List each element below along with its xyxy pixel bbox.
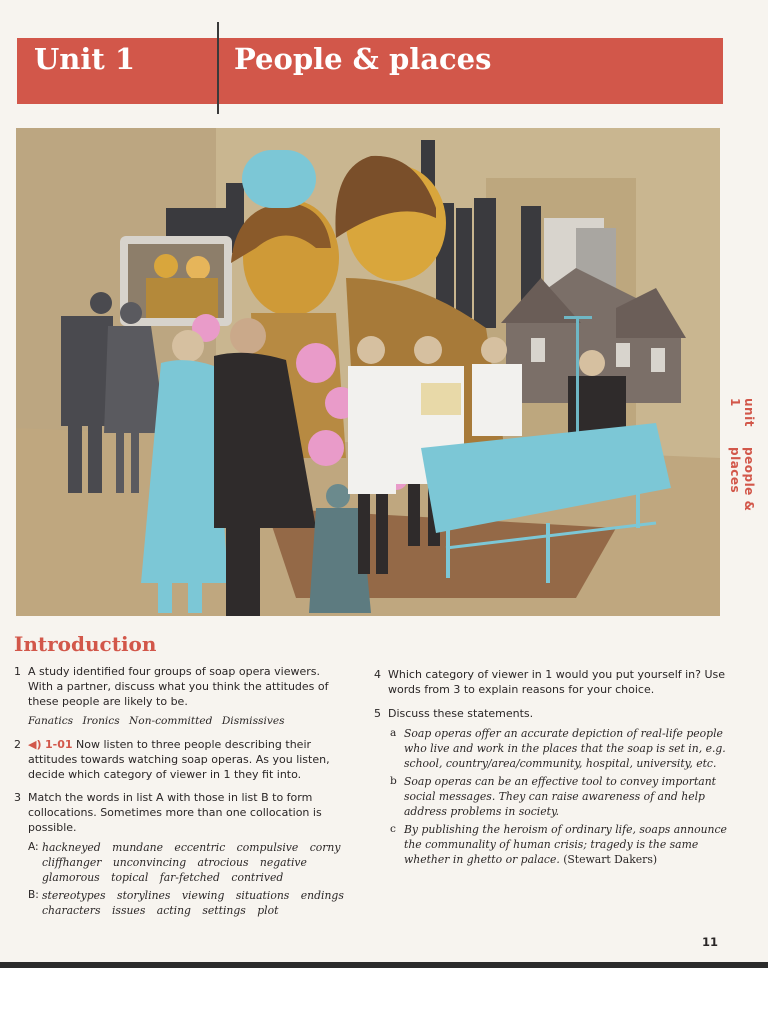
unit-title: People & places [234, 42, 492, 76]
unit-label: Unit 1 [34, 42, 136, 76]
question-2 [14, 737, 344, 782]
list-a-line: cliffhanger unconvincing atrocious negative [42, 856, 307, 869]
question-text: Match the words in list A with those in list B to form collocations. Sometimes more than one collocation is possible. [28, 791, 322, 834]
statement-c [374, 822, 734, 867]
question-1 [14, 664, 344, 709]
question-text: Which category of viewer in 1 would you put yourself in? Use words from 3 to explain reasons for your choice. [388, 668, 726, 696]
page-bottom-edge [0, 962, 768, 968]
list-b-line: characters issues acting settings plot [42, 904, 279, 917]
statement-letter: c [390, 823, 396, 835]
side-tab-unit: unit 1 [728, 398, 756, 427]
left-column [14, 664, 344, 921]
question-number: 4 [374, 668, 381, 681]
section-heading: Introduction [14, 632, 157, 656]
statement-a [374, 726, 734, 771]
page-number: 11 [702, 935, 719, 949]
side-tab-title: people & places [728, 446, 756, 512]
list-b-line: stereotypes storylines viewing situations endings [42, 889, 344, 902]
list-a [28, 840, 344, 885]
statement-letter: a [390, 727, 397, 739]
right-column [374, 667, 734, 870]
statement-text: Soap operas can be an effective tool to convey important social messages. They can raise awareness of and help address problems in society. [404, 775, 717, 818]
question-text: Discuss these statements. [388, 707, 534, 720]
question-text [28, 737, 344, 782]
audio-track-icon[interactable]: ◀) [28, 738, 42, 751]
collage-artwork [16, 128, 720, 616]
question-4 [374, 667, 734, 697]
list-b [28, 888, 344, 918]
collocation-lists [28, 840, 344, 918]
question-2-body: Now listen to three people describing their attitudes towards watching soap operas. As you listen, decide which category of viewer in 1 they fit into. [28, 738, 330, 781]
question-number: 2 [14, 738, 21, 751]
question-text: A study identified four groups of soap opera viewers. With a partner, discuss what you think the attitudes of these people are likely to be. [28, 665, 329, 708]
list-a-label: A: [28, 841, 39, 853]
question-number: 5 [374, 707, 381, 720]
question-number: 1 [14, 665, 21, 678]
soap-opera-collage-illustration [16, 128, 720, 616]
question-number: 3 [14, 791, 21, 804]
list-a-line: hackneyed mundane eccentric compulsive corny [42, 841, 341, 854]
question-3 [14, 790, 344, 835]
list-b-label: B: [28, 889, 39, 901]
statement-letter: b [390, 775, 397, 787]
viewer-categories: Fanatics Ironics Non-committed Dismissives [28, 715, 285, 727]
statement-text: By publishing the heroism of ordinary life, soaps announce the communality of human crisis; tragedy is the same whether in ghetto or palace. [404, 823, 727, 866]
statement-b [374, 774, 734, 819]
audio-track-number[interactable]: 1-01 [45, 738, 73, 751]
header-divider [217, 22, 219, 114]
list-a-line: glamorous topical far-fetched contrived [42, 871, 284, 884]
statement-author: (Stewart Dakers) [563, 853, 658, 866]
side-tab-label [728, 398, 756, 558]
statement-text: Soap operas offer an accurate depiction of real-life people who live and work in the places that the soap is set in, e.g. school, country/area/community, hospital, university, etc. [404, 727, 726, 770]
question-5 [374, 706, 734, 721]
